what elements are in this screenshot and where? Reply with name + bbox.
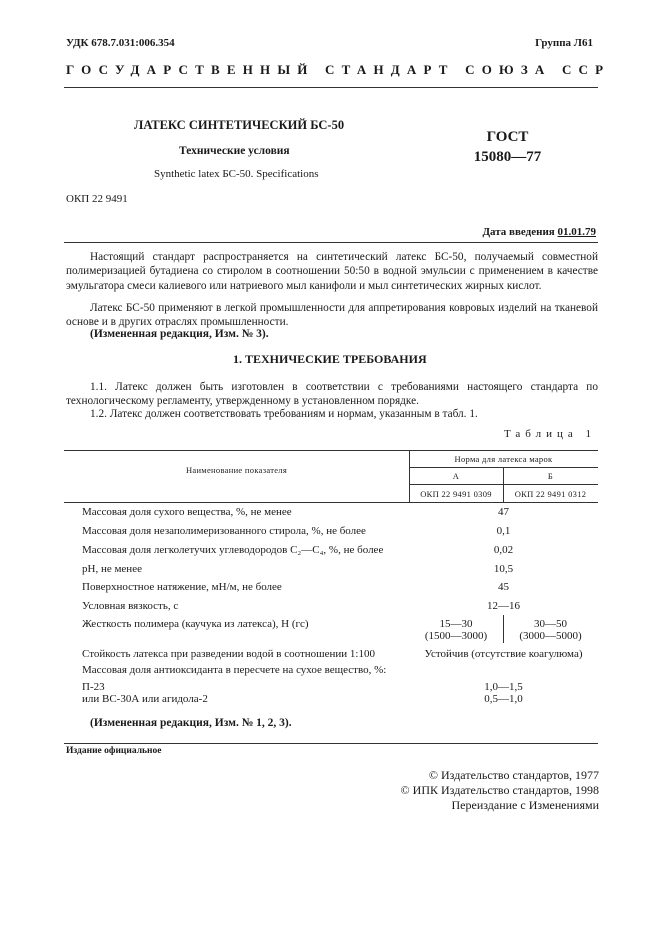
table-row-name: П-23 xyxy=(82,681,105,693)
table-row-name: или ВС-30А или агидола-2 xyxy=(82,693,208,705)
table-header-bottom xyxy=(64,502,598,503)
table-row-value: 10,5 xyxy=(493,563,514,575)
clause-1-1 xyxy=(66,380,598,409)
table-row-name: Массовая доля незаполимеризованного стирола, %, не более xyxy=(82,525,366,537)
hardness-a-n: 15—30 xyxy=(439,618,473,630)
top-divider xyxy=(64,87,598,88)
table-row-name: Массовая доля сухого вещества, %, не менее xyxy=(82,506,292,518)
table-okp-b: ОКП 22 9491 0312 xyxy=(514,489,587,499)
table-row-name: Поверхностное натяжение, мН/м, не более xyxy=(82,581,282,593)
intro-paragraph-2 xyxy=(66,301,598,330)
intro-paragraph-1 xyxy=(66,250,598,293)
table-row-value: 0,1 xyxy=(496,525,511,537)
table-top-border xyxy=(64,450,598,451)
table-row-value: 45 xyxy=(498,581,509,593)
table-row-name: Условная вязкость, с xyxy=(82,600,179,612)
hardness-b-n: 30—50 xyxy=(534,618,567,630)
intro-paragraph-1-text: Настоящий стандарт распространяется на синтетический латекс БС-50, получаемый совместной полимеризацией бутадиена со стиролом в соотношении 50:50 в водной эмульсии с применением в качестве эмульгатора смеси калиевого или натриевого мыл канифоли и мыл синтетических жирных кислот. xyxy=(66,251,598,292)
table-grade-a: А xyxy=(452,471,460,481)
date-divider xyxy=(64,242,598,243)
table-okp-a: ОКП 22 9491 0309 xyxy=(420,489,492,499)
hardness-a-gs: (1500—3000) xyxy=(424,630,488,642)
table-header-norm: Норма для латекса марок xyxy=(454,454,553,464)
table-header-param: Наименование показателя xyxy=(185,465,288,475)
reissue-note: Переиздание с Изменениями xyxy=(451,798,599,812)
amendment-note-1: (Измененная редакция, Изм. № 3). xyxy=(90,328,269,340)
gost-label: ГОСТ xyxy=(486,129,529,145)
gost-number: 15080—77 xyxy=(473,149,542,165)
hardness-b-gs: (3000—5000) xyxy=(519,630,582,642)
intro-paragraph-2-text: Латекс БС-50 применяют в легкой промышленности для аппретирования ковровых изделий на тканевой основе и в других отраслях промышленности. xyxy=(66,302,598,329)
table-row-value: 12—16 xyxy=(487,600,520,612)
clause-1-1-text: 1.1. Латекс должен быть изготовлен в соответствии с требованиями настоящего стандарта по технологическому регламенту, утвержденному в установленном порядке. xyxy=(66,381,598,408)
amendment-note-2: (Измененная редакция, Изм. № 1, 2, 3). xyxy=(90,717,292,729)
table-row-name: Жесткость полимера (каучука из латекса), Н (гс) xyxy=(82,618,309,630)
table-grade-b: Б xyxy=(547,471,554,481)
section-heading: 1. ТЕХНИЧЕСКИЕ ТРЕБОВАНИЯ xyxy=(233,352,427,366)
table-row-name: pH, не менее xyxy=(82,563,142,575)
table-row-value-b xyxy=(503,618,598,642)
effective-date xyxy=(482,226,596,238)
table-row-value: 0,02 xyxy=(493,544,514,556)
table-row-name: Стойкость латекса при разведении водой в соотношении 1:100 xyxy=(82,648,375,660)
group-code: Группа Л61 xyxy=(535,37,593,49)
effective-date-value: 01.01.79 xyxy=(557,226,596,238)
table-caption: Таблица 1 xyxy=(503,428,596,440)
english-title: Synthetic latex БС-50. Specifications xyxy=(154,168,319,180)
okp-code: ОКП 22 9491 xyxy=(66,193,128,205)
copyright-1998: © ИПК Издательство стандартов, 1998 xyxy=(400,783,599,797)
table-row-name: Массовая доля антиоксиданта в пересчете на сухое вещество, %: xyxy=(82,664,387,676)
effective-date-label: Дата введения xyxy=(482,226,555,238)
table-row-value-a xyxy=(409,618,503,642)
table-row-value: 1,0—1,5 xyxy=(484,681,523,693)
state-standard-heading: ГОСУДАРСТВЕННЫЙ СТАНДАРТ СОЮЗА ССР xyxy=(66,62,611,77)
gost-designation xyxy=(470,127,545,167)
table-row-value: 47 xyxy=(498,506,509,518)
bottom-divider xyxy=(64,743,598,744)
table-row-value: Устойчив (отсутствие коагулюма) xyxy=(424,648,583,660)
official-edition-label: Издание официальное xyxy=(66,746,162,756)
table-row-value: 0,5—1,0 xyxy=(484,693,523,705)
copyright-1977: © Издательство стандартов, 1977 xyxy=(428,768,599,782)
document-subtitle: Технические условия xyxy=(179,145,290,157)
udk-code: УДК 678.7.031:006.354 xyxy=(66,37,175,49)
clause-1-2: 1.2. Латекс должен соответствовать требованиям и нормам, указанным в табл. 1. xyxy=(90,408,478,420)
document-title: ЛАТЕКС СИНТЕТИЧЕСКИЙ БС-50 xyxy=(134,118,345,132)
table-row-name: Массовая доля легколетучих углеводородов C₂—C₄, %, не более xyxy=(82,544,384,556)
